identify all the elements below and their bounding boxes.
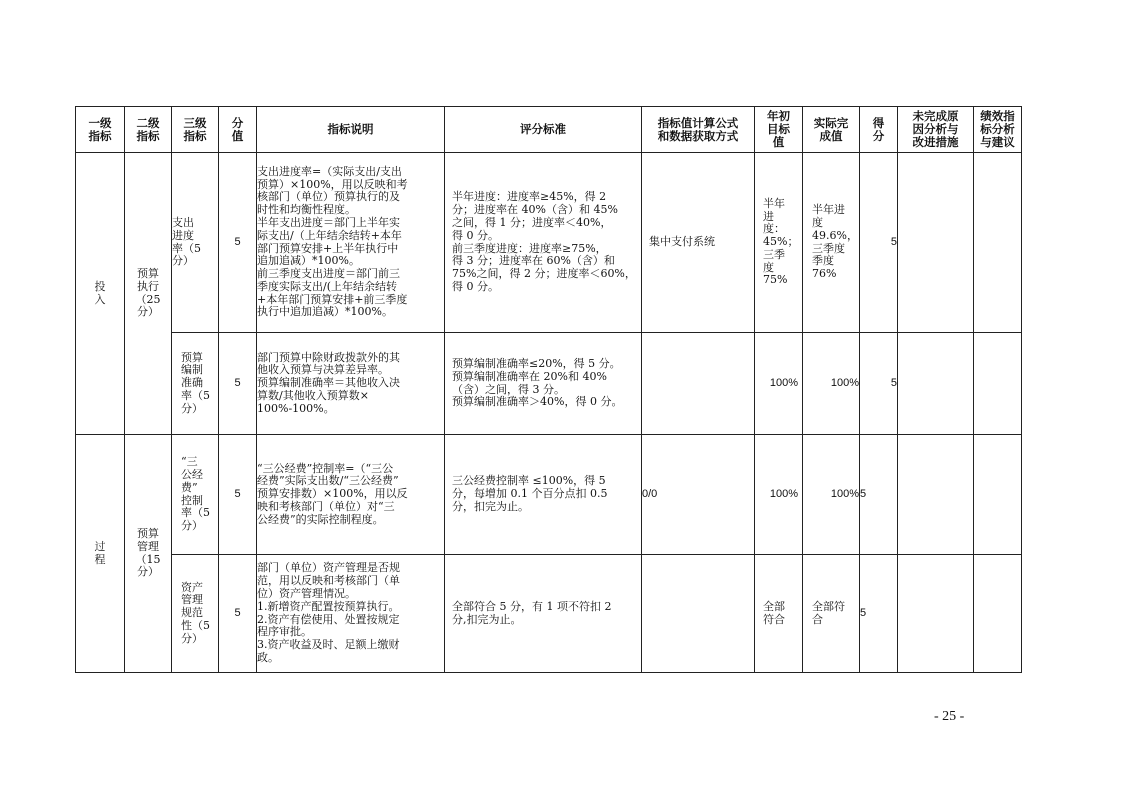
header-score: 分 值 xyxy=(219,107,257,153)
formula-cell xyxy=(642,333,755,435)
target-cell: 全部 符合 xyxy=(755,555,803,673)
target-cell: 100% xyxy=(755,333,803,435)
description-cell: 部门预算中除财政拨款外的其 他收入预算与决算差异率。 预算编制准确率＝其他收入决 算数/其他收入预算数× 100%-100%。 xyxy=(257,333,445,435)
description-cell: “三公经费”控制率=（“三公 经费”实际支出数/“三公经费” 预算安排数）×100%，用以反 映和考核部门（单位）对“三 公经费”的实际控制程度。 xyxy=(257,435,445,555)
target-cell: 100% xyxy=(755,435,803,555)
header-reason: 未完成原 因分析与 改进措施 xyxy=(898,107,974,153)
header-formula: 指标值计算公式 和数据获取方式 xyxy=(642,107,755,153)
level1-cell: 投 入 xyxy=(76,153,125,435)
score-cell: 5 xyxy=(219,153,257,333)
level3-cell: 资产 管理 规范 性（5 分） xyxy=(172,555,219,673)
level3-cell: “三 公经 费” 控制 率（5 分） xyxy=(172,435,219,555)
score-cell: 5 xyxy=(219,555,257,673)
reason-cell xyxy=(898,333,974,435)
performance-table xyxy=(75,106,1022,673)
criteria-cell: 半年进度：进度率≥45%，得 2 分；进度率在 40%（含）和 45% 之间，得 1 分；进度率＜40%， 得 0 分。 前三季度进度：进度率≥75%， 得 3 分；进度率在 60%（含）和 75%之间，得 2 分；进度率＜60%， 得 0 分。 xyxy=(445,153,642,333)
table-row xyxy=(76,555,1022,673)
description-cell: 部门（单位）资产管理是否规 范，用以反映和考核部门（单 位）资产管理情况。 1.新增资产配置按预算执行。 2.资产有偿使用、处置按规定 程序审批。 3.资产收益及时、足额上缴财 政。 xyxy=(257,555,445,673)
advice-cell xyxy=(974,555,1022,673)
header-advice: 绩效指 标分析 与建议 xyxy=(974,107,1022,153)
formula-cell: 0/0 xyxy=(642,435,755,555)
got-cell: 5 xyxy=(860,555,898,673)
table-header-row xyxy=(76,107,1022,153)
header-criteria: 评分标准 xyxy=(445,107,642,153)
formula-cell: 集中支付系统 xyxy=(642,153,755,333)
header-level1: 一级 指标 xyxy=(76,107,125,153)
reason-cell xyxy=(898,435,974,555)
score-cell: 5 xyxy=(219,435,257,555)
level2-cell: 预算 管理 （15 分） xyxy=(125,435,172,673)
actual-cell: 100% xyxy=(803,333,860,435)
got-cell: 5 xyxy=(860,153,898,333)
reason-cell xyxy=(898,555,974,673)
page-number: - 25 - xyxy=(934,709,965,724)
target-cell: 半年 进 度： 45%； 三季 度 75% xyxy=(755,153,803,333)
got-cell: 5 xyxy=(860,435,898,555)
got-cell: 5 xyxy=(860,333,898,435)
table-row xyxy=(76,153,1022,333)
advice-cell xyxy=(974,333,1022,435)
header-target: 年初 目标 值 xyxy=(755,107,803,153)
advice-cell xyxy=(974,153,1022,333)
formula-cell xyxy=(642,555,755,673)
score-cell: 5 xyxy=(219,333,257,435)
level3-cell: 支出 进度 率（5 分） xyxy=(172,153,219,333)
level2-cell: 预算 执行 （25 分） xyxy=(125,153,172,435)
reason-cell xyxy=(898,153,974,333)
level1-cell: 过 程 xyxy=(76,435,125,673)
header-description: 指标说明 xyxy=(257,107,445,153)
criteria-cell: 预算编制准确率≤20%，得 5 分。 预算编制准确率在 20%和 40% （含）之间，得 3 分。 预算编制准确率＞40%，得 0 分。 xyxy=(445,333,642,435)
level3-cell: 预算 编制 准确 率（5 分） xyxy=(172,333,219,435)
table-row xyxy=(76,435,1022,555)
header-got: 得 分 xyxy=(860,107,898,153)
actual-cell: 半年进 度 49.6%， 三季度 季度 76% xyxy=(803,153,860,333)
actual-cell: 100% xyxy=(803,435,860,555)
header-level2: 二级 指标 xyxy=(125,107,172,153)
header-level3: 三级 指标 xyxy=(172,107,219,153)
advice-cell xyxy=(974,435,1022,555)
actual-cell: 全部符 合 xyxy=(803,555,860,673)
header-actual: 实际完 成值 xyxy=(803,107,860,153)
description-cell: 支出进度率=（实际支出/支出 预算）×100%，用以反映和考 核部门（单位）预算执行的及 时性和均衡性程度。 半年支出进度＝部门上半年实 际支出/（上年结余结转+本年 部门预算安排+上半年执行中 追加追减）*100%。 前三季度支出进度＝部门前三 季度实际支出/(上年结余结转 +本年部门预算安排+前三季度 执行中追加追减）*100%。 xyxy=(257,153,445,333)
criteria-cell: 全部符合 5 分，有 1 项不符扣 2 分,扣完为止。 xyxy=(445,555,642,673)
table-row xyxy=(76,333,1022,435)
criteria-cell: 三公经费控制率 ≤100%，得 5 分，每增加 0.1 个百分点扣 0.5 分，扣完为止。 xyxy=(445,435,642,555)
